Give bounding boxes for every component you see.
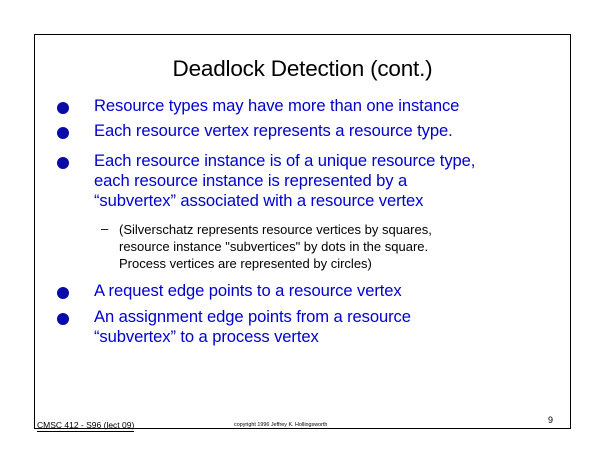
bullet-line: each resource instance is represented by a (94, 171, 408, 190)
bullet-line: An assignment edge points from a resource (94, 307, 411, 326)
sub-bullet-line: Process vertices are represented by circles) (119, 256, 372, 271)
bullet-line: “subvertex” associated with a resource vertex (94, 191, 424, 210)
footer-copyright: copyright 1996 Jeffrey K. Hollingsworth (234, 422, 328, 428)
sub-bullet-dash: – (101, 221, 109, 236)
bullet-item (94, 96, 564, 116)
bullet-icon (57, 287, 69, 299)
bullet-icon (57, 313, 69, 325)
sub-bullet-line: resource instance "subvertices" by dots in the square. (119, 239, 429, 254)
sub-bullet-item (119, 221, 559, 272)
bullet-item (94, 307, 564, 347)
bullet-icon (57, 127, 69, 139)
bullet-line: A request edge points to a resource vertex (94, 281, 402, 300)
page-number: 9 (548, 415, 554, 425)
bullet-icon (57, 102, 69, 114)
footer-course: CMSC 412 - S96 (lect 09) (37, 420, 135, 430)
sub-bullet-line: (Silverschatz represents resource vertices by squares, (119, 222, 432, 237)
bullet-item (94, 121, 564, 141)
bullet-icon (57, 157, 69, 169)
slide-title: Deadlock Detection (cont.) (172, 56, 433, 81)
bullet-line: Each resource vertex represents a resource type. (94, 121, 453, 140)
bullet-line: Each resource instance is of a unique resource type, (94, 151, 476, 170)
bullet-line: Resource types may have more than one instance (94, 96, 460, 115)
bullet-line: “subvertex” to a process vertex (94, 327, 319, 346)
bullet-item (94, 151, 564, 211)
bullet-item (94, 281, 564, 301)
